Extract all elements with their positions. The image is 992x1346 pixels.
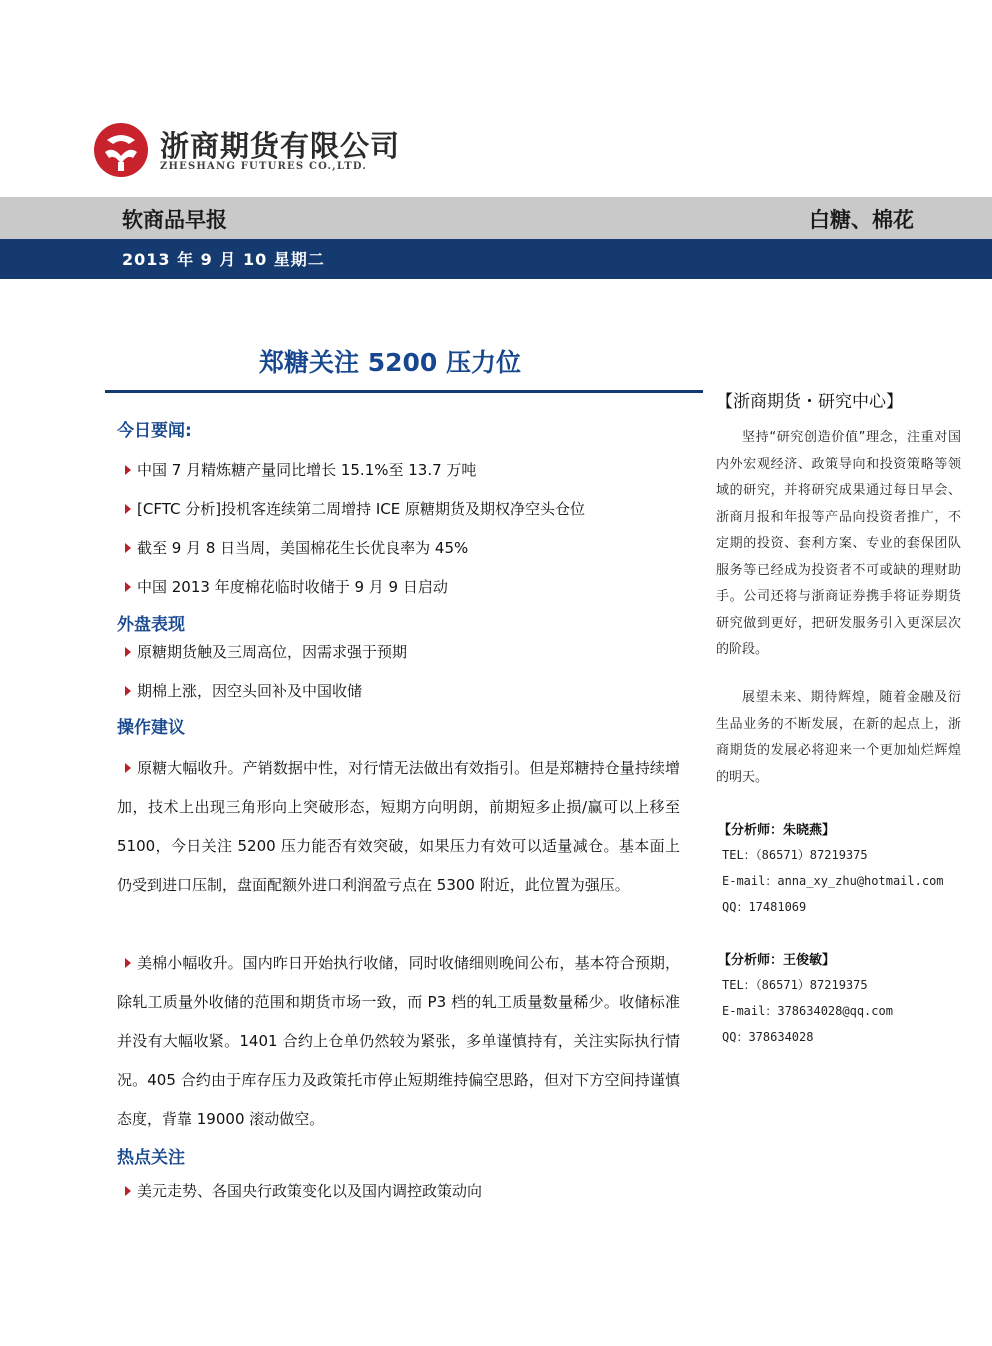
analyst-email[interactable]: E-mail：378634028@qq.com (722, 1004, 893, 1018)
news-heading: 今日要闻: (117, 421, 192, 441)
hotspot-heading: 热点关注 (117, 1148, 185, 1168)
company-name-cn: 浙商期货有限公司 (160, 129, 401, 163)
commodities-label: 白糖、棉花 (809, 208, 914, 232)
date-bar (0, 239, 992, 279)
hotspot-item: 美元走势、各国央行政策变化以及国内调控政策动向 (125, 1181, 482, 1201)
research-center-title: 【浙商期货・研究中心】 (716, 392, 903, 412)
company-name-en: ZHESHANG FUTURES CO.,LTD. (160, 161, 368, 172)
analyst-name: 【分析师：朱晓燕】 (718, 823, 836, 838)
bullet-marker-icon (125, 763, 131, 773)
analyst-qq: QQ：17481069 (722, 900, 807, 914)
analyst-tel: TEL：（86571）87219375 (722, 848, 868, 862)
title-divider (105, 390, 703, 393)
research-center-intro: 坚持“研究创造价值”理念，注重对国内外宏观经济、政策导向和投资策略等领域的研究，并将研究成果通过每日早会、浙商月报和年报等产品向投资者推广，不定期的投资、套利方案、专业的套保团队服务等已经成为投资者不可或缺的理财助手。公司还将与浙商证券携手将证券期货研究做到更好，把研发服务引入更深层次的阶段。 (716, 430, 961, 657)
report-type-bar (0, 197, 992, 239)
report-type: 软商品早报 (122, 208, 227, 232)
advice-paragraph-sugar: 原糖大幅收升。产销数据中性，对行情无法做出有效指引。但是郑糖持仓量持续增加，技术上出现三角形向上突破形态，短期方向明朗，前期短多止损/赢可以上移至 5100，今日关注 5200 压力能否有效突破，如果压力有效可以适量减仓。基本面上仍受到进口压制，盘面配额外进口利润盈亏点在 5300 附近，此位置为强压。 (117, 759, 680, 894)
overseas-heading: 外盘表现 (117, 615, 185, 635)
advice-paragraph-cotton: 美棉小幅收升。国内昨日开始执行收储，同时收储细则晚间公布，基本符合预期，除轧工质量外收储的范围和期货市场一致，而 P3 档的轧工质量数量稀少。收储标准并没有大幅收紧。1401 合约上仓单仍然较为紧张，多单谨慎持有，关注实际执行情况。405 合约由于库存压力及政策托市停止短期维持偏空思路，但对下方空间持谨慎态度，背靠 19000 滚动做空。 (117, 954, 680, 1128)
analyst-tel: TEL：（86571）87219375 (722, 978, 868, 992)
analyst-qq: QQ：378634028 (722, 1030, 814, 1044)
analyst-email[interactable]: E-mail：anna_xy_zhu@hotmail.com (722, 874, 944, 888)
overseas-item: 原糖期货触及三周高位，因需求强于预期 (125, 642, 407, 662)
news-item: [CFTC 分析]投机客连续第二周增持 ICE 原糖期货及期权净空头仓位 (125, 499, 585, 519)
company-logo-icon (93, 122, 149, 178)
news-item: 中国 7 月精炼糖产量同比增长 15.1%至 13.7 万吨 (125, 460, 476, 480)
overseas-item: 期棉上涨，因空头回补及中国收储 (125, 681, 362, 701)
report-date: 2013 年 9 月 10 星期二 (122, 250, 325, 269)
advice-heading: 操作建议 (117, 718, 185, 738)
bullet-marker-icon (125, 958, 131, 968)
news-item: 截至 9 月 8 日当周，美国棉花生长优良率为 45% (125, 538, 468, 558)
analyst-name: 【分析师：王俊敏】 (718, 953, 836, 968)
news-item: 中国 2013 年度棉花临时收储于 9 月 9 日启动 (125, 577, 448, 597)
research-center-outlook: 展望未来、期待辉煌，随着金融及衍生品业务的不断发展，在新的起点上，浙商期货的发展必将迎来一个更加灿烂辉煌的明天。 (716, 690, 961, 785)
report-title: 郑糖关注 5200 压力位 (259, 348, 521, 377)
